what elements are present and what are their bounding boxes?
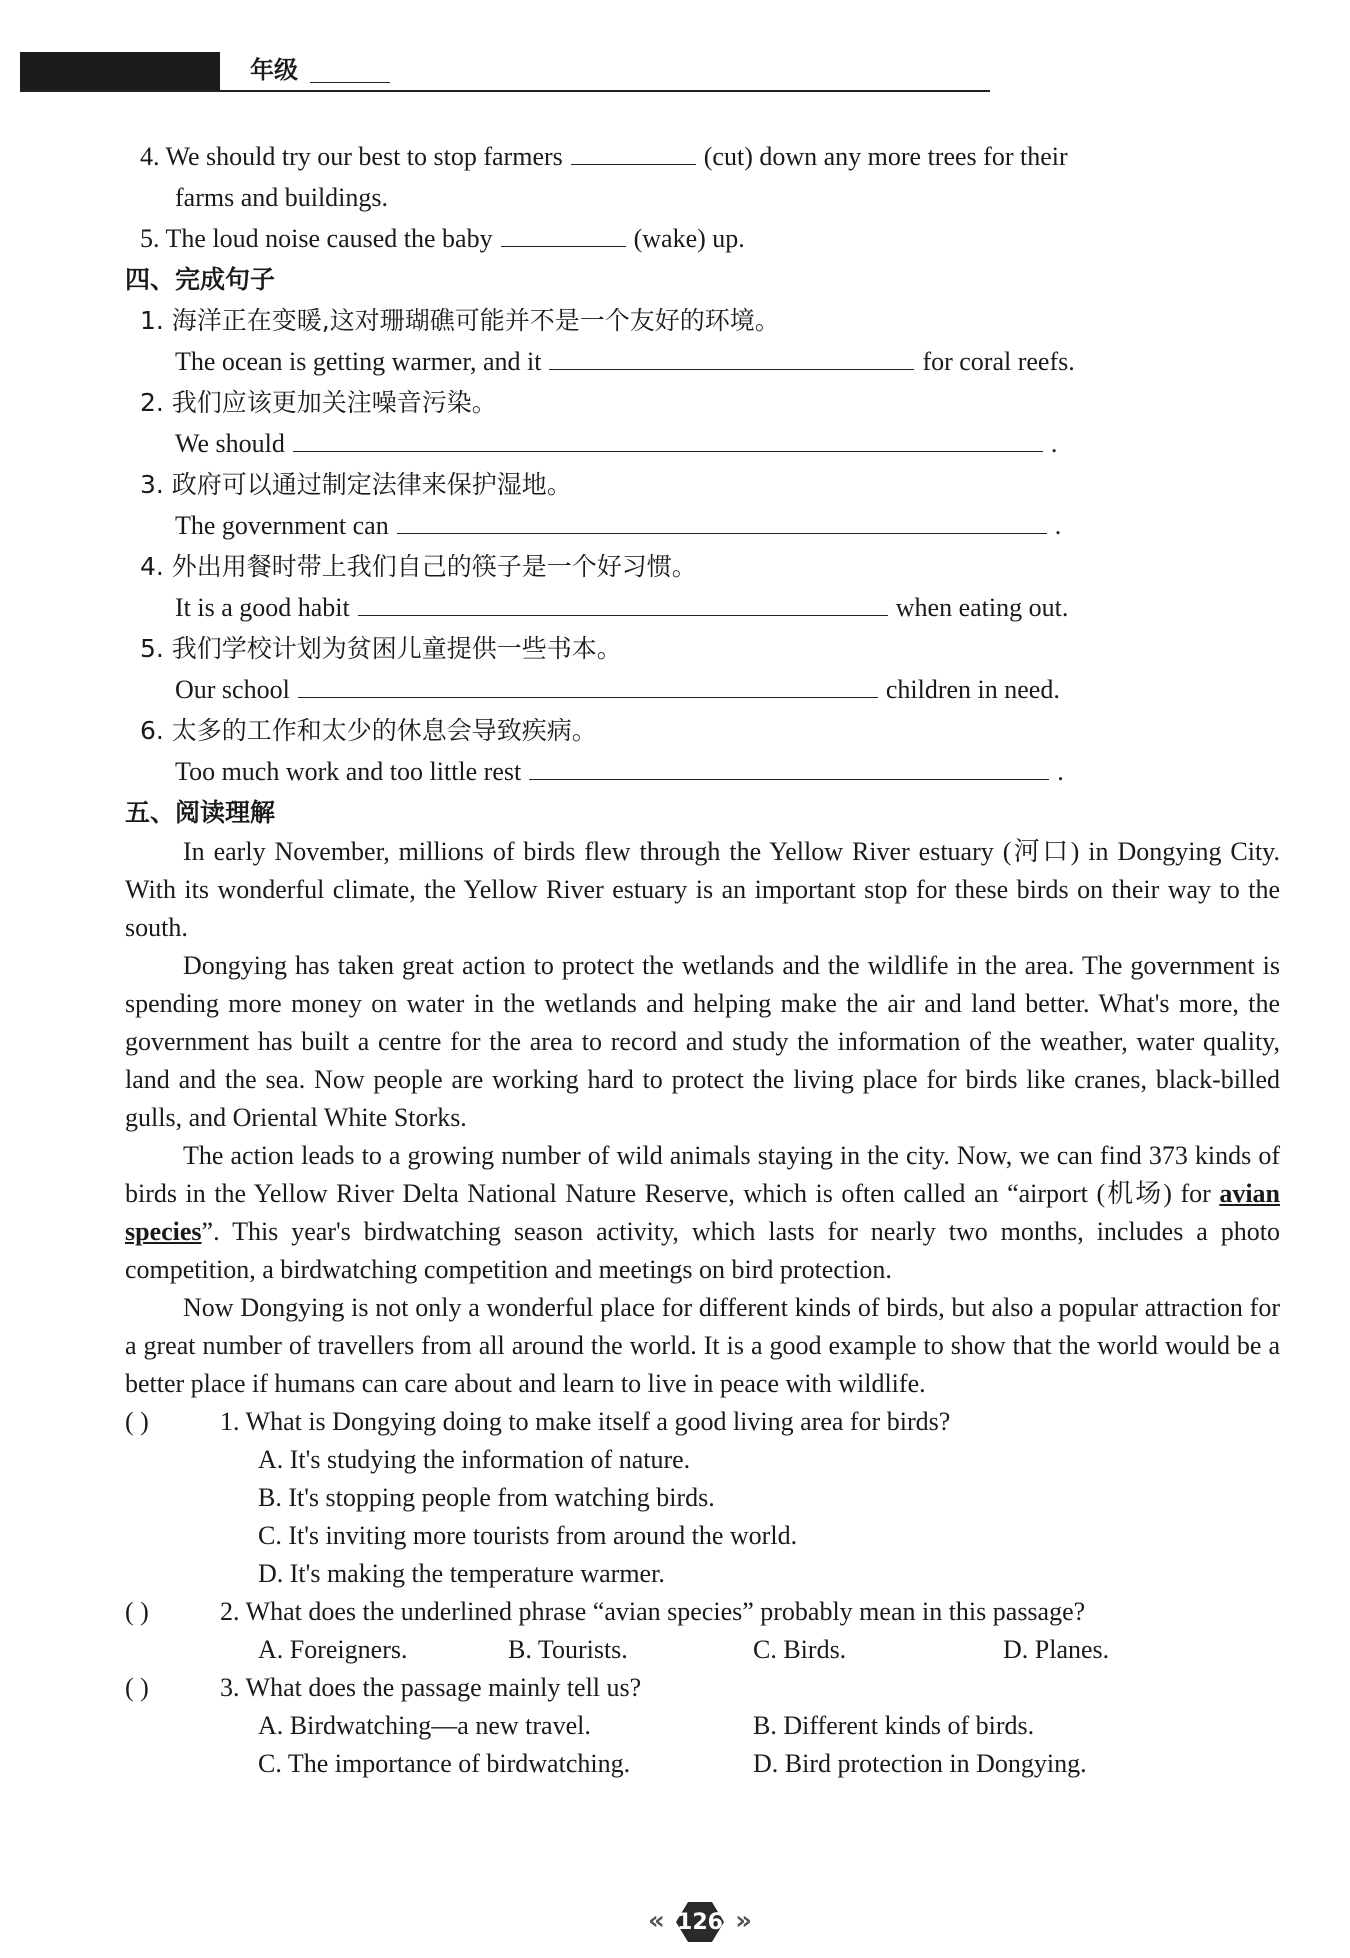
q2-option-d: D. Planes.	[1003, 1635, 1110, 1664]
answer-blank[interactable]	[397, 507, 1047, 534]
q1-option-a: A. It's studying the information of nature.	[258, 1445, 691, 1474]
section-title-part4: 四、完成句子	[125, 265, 276, 294]
part4-q3-en: The government can .	[125, 505, 1280, 546]
answer-paren[interactable]: ( )	[125, 1407, 149, 1436]
q2-option-a: A. Foreigners.	[258, 1635, 408, 1664]
answer-blank[interactable]	[529, 753, 1049, 780]
part4-q4-en: It is a good habit when eating out.	[125, 587, 1280, 628]
right-chevron-icon: »	[735, 1906, 752, 1936]
q1-option-c: C. It's inviting more tourists from around the world.	[258, 1521, 798, 1550]
part4-q6-en: Too much work and too little rest .	[125, 751, 1280, 792]
answer-blank[interactable]	[501, 220, 626, 247]
answer-paren[interactable]: ( )	[125, 1597, 149, 1626]
part4-q2-en: We should .	[125, 423, 1280, 464]
q3-option-a: A. Birdwatching—a new travel.	[258, 1711, 591, 1740]
part3-q4: 4. We should try our best to stop farmers (cut) down any more trees for their	[125, 136, 1280, 177]
part4-q3-cn: 3. 政府可以通过制定法律来保护湿地。	[140, 470, 572, 499]
answer-paren[interactable]: ( )	[125, 1673, 149, 1702]
part4-q5-cn: 5. 我们学校计划为贫困儿童提供一些书本。	[140, 634, 622, 663]
passage-paragraph-4: Now Dongying is not only a wonderful place for different kinds of birds, but also a popular attraction for a great number of travellers from all around the world. It is a good example to show that the world would be a better place if humans can care about and learn to live in peace with wildlife.	[125, 1293, 1280, 1398]
part3-q5: 5. The loud noise caused the baby (wake) up.	[125, 218, 1280, 259]
passage-paragraph-2: Dongying has taken great action to protect the wetlands and the wildlife in the area. The government is spending more money on water in the wetlands and helping make the air and land better. What's more, the government has built a centre for the area to record and study the information of the weather, water quality, land and the sea. Now people are working hard to protect the living place for birds like cranes, black-billed gulls, and Oriental White Storks.	[125, 951, 1280, 1132]
answer-blank[interactable]	[358, 589, 888, 616]
part3-q4-cont: farms and buildings.	[175, 183, 389, 212]
passage-paragraph-1: In early November, millions of birds flew through the Yellow River estuary (河口) in Dongying City. With its wonderful climate, the Yellow River estuary is an important stop for these birds on their way to the south.	[125, 837, 1280, 942]
q3-option-b: B. Different kinds of birds.	[753, 1711, 1035, 1740]
left-chevron-icon: «	[648, 1906, 665, 1936]
page-number: « 126 »	[670, 1900, 730, 1944]
answer-blank[interactable]	[571, 138, 696, 165]
question-2: ( ) 2. What does the underlined phrase “avian species” probably mean in this passage?	[125, 1593, 1280, 1631]
q2-options	[125, 1631, 1280, 1669]
grade-label: 年级	[250, 56, 298, 84]
q3-options-row1	[125, 1707, 1280, 1745]
part4-q1-cn: 1. 海洋正在变暖,这对珊瑚礁可能并不是一个友好的环境。	[140, 306, 780, 335]
answer-blank[interactable]	[549, 343, 914, 370]
answer-blank[interactable]	[298, 671, 878, 698]
section-title-part5: 五、阅读理解	[125, 798, 276, 827]
passage-paragraph-3: The action leads to a growing number of wild animals staying in the city. Now, we can find 373 kinds of birds in the Yellow River Delta National Nature Reserve, which is often called an “airport (机场) for avian species”. This year's birdwatching season activity, which lasts for nearly two months, includes a photo competition, a birdwatching competition and meetings on bird protection.	[125, 1141, 1280, 1284]
part4-q5-en: Our school children in need.	[125, 669, 1280, 710]
q1-option-d: D. It's making the temperature warmer.	[258, 1559, 665, 1588]
worksheet-content	[125, 136, 1280, 1783]
grade-blank	[310, 82, 390, 83]
question-3: ( ) 3. What does the passage mainly tell us?	[125, 1669, 1280, 1707]
part4-q4-cn: 4. 外出用餐时带上我们自己的筷子是一个好习惯。	[140, 552, 697, 581]
q2-option-b: B. Tourists.	[508, 1635, 628, 1664]
underlined-phrase: avian species	[125, 1179, 1280, 1246]
q3-option-d: D. Bird protection in Dongying.	[753, 1749, 1087, 1778]
q2-option-c: C. Birds.	[753, 1635, 847, 1664]
q1-option-b: B. It's stopping people from watching birds.	[258, 1483, 715, 1512]
part4-q2-cn: 2. 我们应该更加关注噪音污染。	[140, 388, 497, 417]
question-1: ( ) 1. What is Dongying doing to make itself a good living area for birds?	[125, 1403, 1280, 1441]
header-bar	[20, 52, 220, 90]
q3-options-row2	[125, 1745, 1280, 1783]
header-rule	[20, 90, 990, 92]
answer-blank[interactable]	[293, 425, 1043, 452]
part4-q1-en: The ocean is getting warmer, and it for coral reefs.	[125, 341, 1280, 382]
part4-q6-cn: 6. 太多的工作和太少的休息会导致疾病。	[140, 716, 597, 745]
q3-option-c: C. The importance of birdwatching.	[258, 1749, 631, 1778]
